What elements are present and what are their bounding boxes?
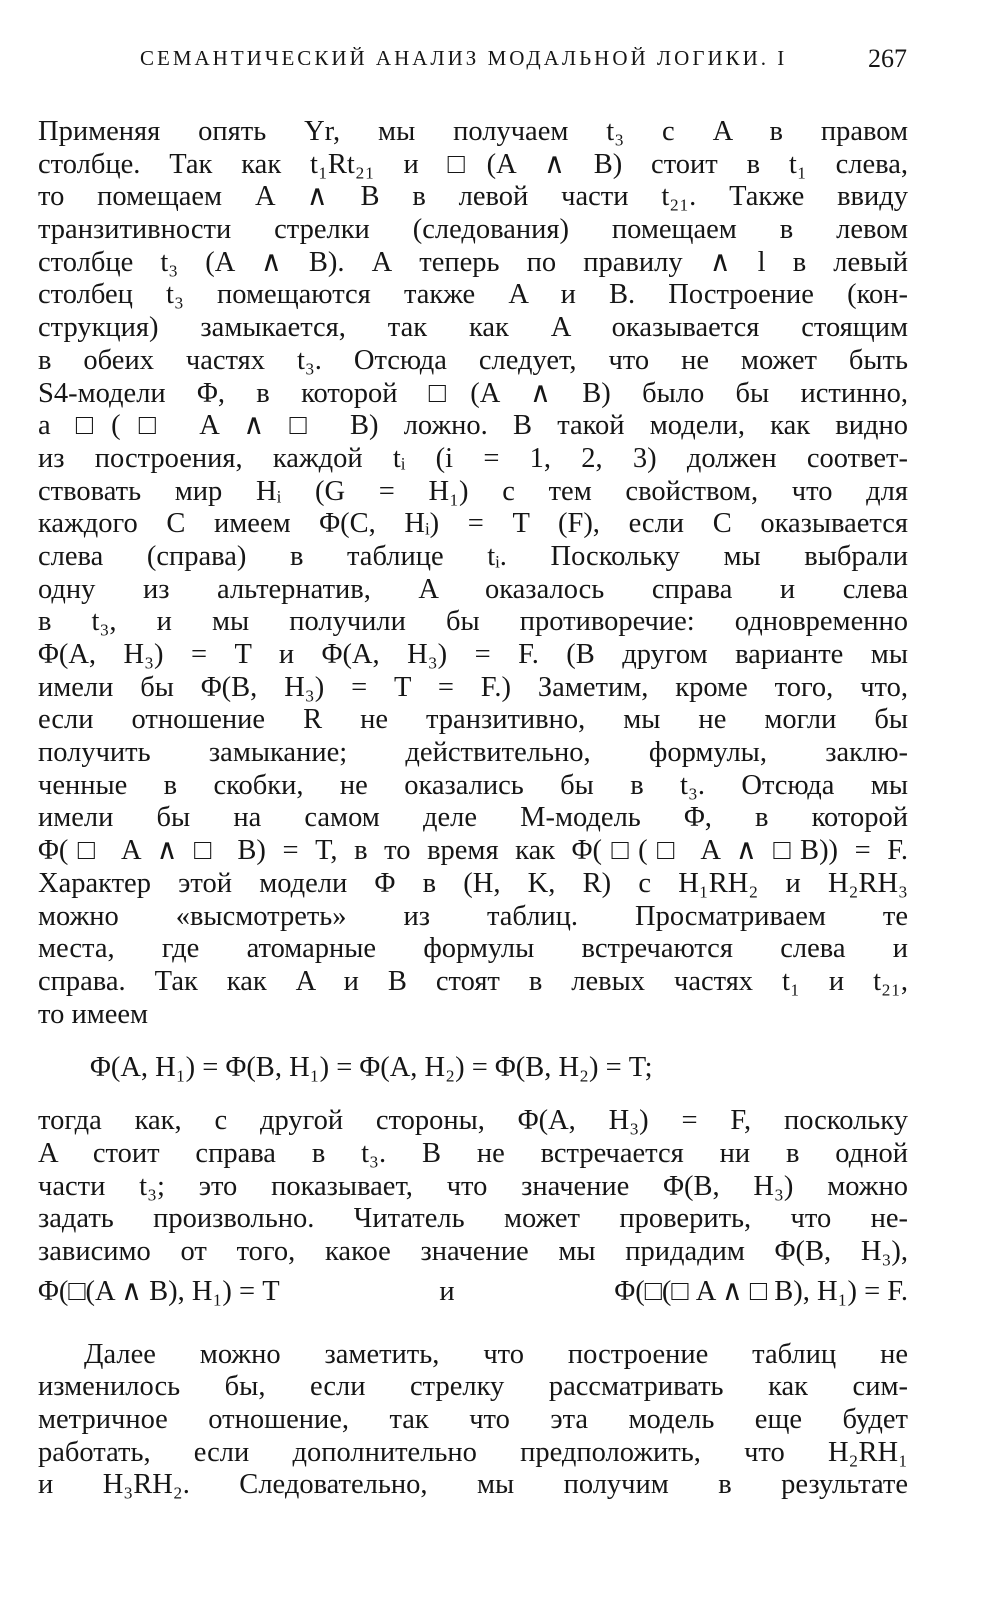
text-line: S4-модели Φ, в которой □(A ∧ B) было бы истинно, [38, 377, 908, 409]
formula-2-left: Φ(□(A ∧ B), H₁) = T [38, 1275, 280, 1307]
text-line: то помещаем A ∧ B в левой части t₂₁. Также ввиду [38, 181, 908, 213]
text-line: тогда как, с другой стороны, Φ(A, H₃) = F, поскольку [38, 1105, 908, 1137]
text-line: Характер этой модели Φ в (H, K, R) с H₁RH₂ и H₂RH₃ [38, 867, 908, 899]
text-line: работать, если дополнительно предположить, что H₂RH₁ [38, 1436, 908, 1468]
paragraph-3 [38, 1339, 908, 1502]
text-line: A стоит справа в t₃. B не встречается ни в одной [38, 1137, 908, 1169]
text-line: транзитивности стрелки (следования) помещаем в левом [38, 214, 908, 246]
text-line: из построения, каждой tᵢ (i = 1, 2, 3) должен соответ- [38, 442, 908, 474]
text-line: струкция) замыкается, так как A оказывается стоящим [38, 312, 908, 344]
text-line: метричное отношение, так что эта модель еще будет [38, 1404, 908, 1436]
paragraph-2 [38, 1105, 908, 1268]
running-head [40, 44, 907, 78]
formula-2-right: Φ(□(□ A ∧ □ B), H₁) = F. [614, 1275, 908, 1307]
paragraph-1 [38, 116, 908, 1031]
text-line: и H₃RH₂. Следовательно, мы получим в результате [38, 1469, 908, 1501]
text-line: Φ(A, H₃) = T и Φ(A, H₃) = F. (В другом варианте мы [38, 639, 908, 670]
text-line: Далее можно заметить, что построение таблиц не [84, 1338, 908, 1370]
text-line: места, где атомарные формулы встречаются слева и [38, 933, 908, 965]
display-formula-2 [38, 1269, 908, 1315]
page-number: 267 [868, 44, 907, 73]
text-line: получить замыкание; действительно, формулы, заклю- [38, 737, 908, 769]
text-line: можно «высмотреть» из таблиц. Просматриваем те [38, 900, 908, 932]
text-line: ченные в скобки, не оказались бы в t₃. Отсюда мы [38, 769, 908, 801]
text-line: столбце t₃ (A ∧ B). А теперь по правилу ∧ l в левый [38, 246, 908, 278]
text-line: части t₃; это показывает, что значение Φ(B, H₃) можно [38, 1170, 908, 1202]
body-text [38, 116, 908, 1502]
text-line: Φ(□ A ∧ □ B) = T, в то время как Φ(□(□ A ∧ □B)) = F. [38, 835, 908, 867]
text-line: слева (справа) в таблице tᵢ. Поскольку мы выбрали [38, 540, 908, 572]
text-line: столбец t₃ помещаются также A и B. Построение (кон- [38, 279, 908, 311]
formula-2-conjunction: и [439, 1275, 455, 1307]
text-line: одну из альтернатив, A оказалось справа и слева [38, 573, 908, 605]
text-line: задать произвольно. Читатель может проверить, что не- [38, 1203, 908, 1235]
running-title: СЕМАНТИЧЕСКИЙ АНАЛИЗ МОДАЛЬНОЙ ЛОГИКИ. I [140, 46, 788, 70]
display-formula-1: Φ(A, H₁) = Φ(B, H₁) = Φ(A, H₂) = Φ(B, H₂) = T; [90, 1052, 653, 1084]
text-line: Применяя опять Yr, мы получаем t₃ с A в правом [38, 116, 908, 147]
text-line: имели бы на самом деле M-модель Φ, в которой [38, 802, 908, 834]
text-line: а □(□ A ∧ □ B) ложно. В такой модели, как видно [38, 410, 908, 442]
text-line: в обеих частях t₃. Отсюда следует, что не может быть [38, 344, 908, 376]
text-line: в t₃, и мы получили бы противоречие: одновременно [38, 606, 908, 638]
text-line: каждого C имеем Φ(C, Hᵢ) = T (F), если C оказывается [38, 508, 908, 540]
text-line: имели бы Φ(B, H₃) = T = F.) Заметим, кроме того, что, [38, 671, 908, 703]
text-line: если отношение R не транзитивно, мы не могли бы [38, 704, 908, 736]
text-line: то имеем [38, 998, 149, 1030]
text-line: справа. Так как A и B стоят в левых частях t₁ и t₂₁, [38, 965, 908, 997]
text-line: изменилось бы, если стрелку рассматривать как сим- [38, 1371, 908, 1403]
text-line: зависимо от того, какое значение мы придадим Φ(B, H₃), [38, 1236, 908, 1267]
text-line: ствовать мир Hᵢ (G = H₁) с тем свойством, что для [38, 475, 908, 507]
text-line: столбце. Так как t₁Rt₂₁ и □(A ∧ B) стоит в t₁ слева, [38, 148, 908, 180]
